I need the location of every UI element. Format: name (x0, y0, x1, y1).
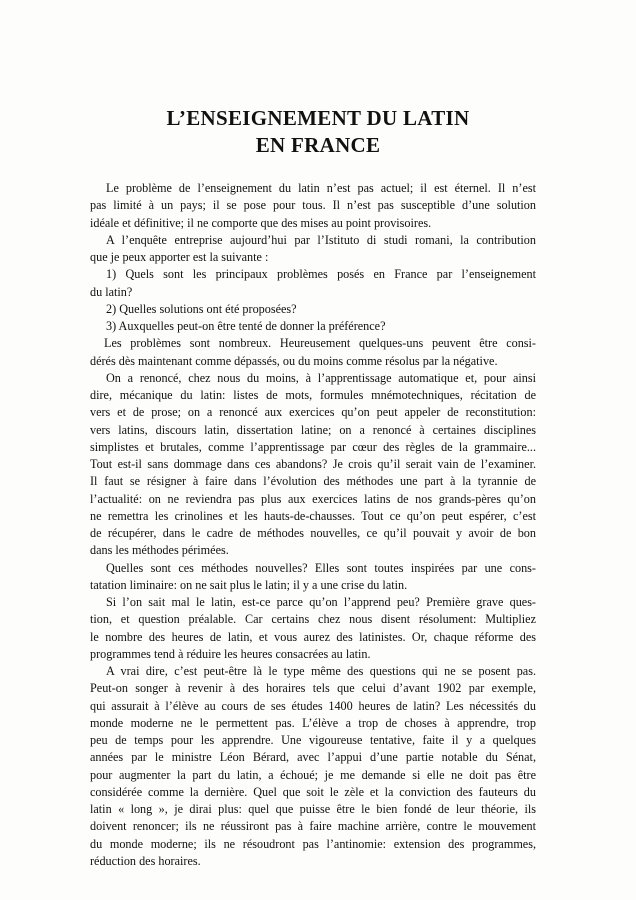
text-line: Si l’on sait mal le latin, est-ce parce qu’on l’apprend peu? Première grave ques- (106, 595, 536, 609)
body-text (90, 180, 536, 870)
text-line: Tout est-il sans dommage dans ces abandons? Je crois qu’il serait vain de l’examiner. (90, 457, 536, 471)
text-line: qui assurait à l’élève au cours de ses études 1400 heures de latin? Les nécessités du (90, 698, 536, 713)
text-line: 1) Quels sont les principaux problèmes posés en France par l’enseignement (106, 267, 536, 282)
text-line: années par le ministre Léon Bérard, avec l’appui d’une partie notable du Sénat, (90, 750, 536, 765)
text-line: vers et de prose; on a renoncé aux exercices qu’on peut appeler de reconstitution: (90, 405, 536, 420)
text-line: dérés dès maintenant comme dépassés, ou du moins comme résolus par la négative. (90, 353, 498, 368)
text-line: simplistes et brutales, comme l’apprentissage par cœur des règles de la grammaire... (90, 439, 536, 454)
title-line-1: L’ENSEIGNEMENT DU LATIN (166, 106, 470, 130)
text-line: le nombre des heures de latin, et vous aurez des latinistes. Or, chaque réforme des (90, 629, 536, 644)
text-line: pour augmenter la part du latin, a échoué; je me demande si elle ne doit pas être (90, 767, 536, 782)
title-line-2: EN FRANCE (255, 133, 381, 157)
text-line: A l’enquête entreprise aujourd’hui par l’Istituto di studi romani, la contribution (106, 232, 536, 247)
text-line: latin « long », je dirai plus: quel que puisse être le bien fondé de leur théorie, ils (90, 802, 536, 816)
text-line: Les problèmes sont nombreux. Heureusement quelques-uns peuvent être consi- (104, 336, 536, 351)
text-line: de récupérer, dans le cadre de méthodes nouvelles, ce qu’il pouvait y avoir de bon (90, 526, 536, 540)
text-line: réduction des horaires. (90, 853, 201, 868)
text-line: dire, mécanique du latin: listes de mots, formules mnémotechniques, récitation de (90, 388, 536, 402)
text-line: l’actualité: on ne reviendra pas plus aux exercices latins de nos grands-pères qu’on (90, 491, 536, 506)
text-line: du latin? (90, 284, 133, 299)
text-line: programmes tend à réduire les heures consacrées au latin. (90, 646, 371, 661)
text-line: 3) Auxquelles peut-on être tenté de donner la préférence? (106, 319, 386, 333)
text-line: Peut-on songer à revenir à des horaires tels que celui d’avant 1902 par exemple, (90, 681, 536, 696)
text-line: du monde moderne; ils ne résoudront pas l’antinomie: extension des programmes, (90, 836, 536, 851)
text-line: vers latins, discours latin, dissertation latine; on a renoncé à certaines disciplines (90, 422, 536, 437)
text-line: tatation liminaire: on ne sait plus le latin; il y a une crise du latin. (90, 577, 408, 592)
text-line: idéale et définitive; il ne comporte que des mises au point provisoires. (90, 215, 432, 230)
text-line: considérée comme la dernière. Quel que soit le zèle et la conviction des fauteurs du (90, 784, 536, 799)
text-line: peu de temps pour les apprendre. Une vigoureuse tentative, faite il y a quelques (90, 733, 536, 747)
text-line: ne remettra les crinolines et les hauts-de-chausses. Tout ce qu’on peut espérer, c’est (90, 508, 536, 523)
text-line: que je peux apporter est la suivante : (90, 250, 269, 264)
text-line: doivent renoncer; ils ne réussiront pas à faire machine arrière, contre le mouvement (90, 819, 536, 834)
text-line: 2) Quelles solutions ont été proposées? (106, 301, 297, 316)
text-line: Il faut se résigner à faire dans l’évolution des méthodes une part à la tyrannie de (90, 474, 536, 489)
text-line: monde moderne ne le permettent pas. L’élève a trop de choses à apprendre, trop (90, 715, 536, 730)
text-line: A vrai dire, c’est peut-être là le type même des questions qui ne se posent pas. (106, 664, 536, 678)
text-line: Quelles sont ces méthodes nouvelles? Elles sont toutes inspirées par une cons- (106, 560, 536, 575)
text-line: Le problème de l’enseignement du latin n’est pas actuel; il est éternel. Il n’est (106, 181, 536, 195)
text-line: tion, et question préalable. Car certains chez nous disent résolument: Multipliez (90, 612, 536, 627)
text-line: On a renoncé, chez nous du moins, à l’apprentissage automatique et, pour ainsi (106, 370, 536, 385)
text-line: dans les méthodes périmées. (90, 543, 229, 558)
text-line: pas limité à un pays; il se pose pour tous. Il n’est pas susceptible d’une solution (90, 198, 536, 213)
